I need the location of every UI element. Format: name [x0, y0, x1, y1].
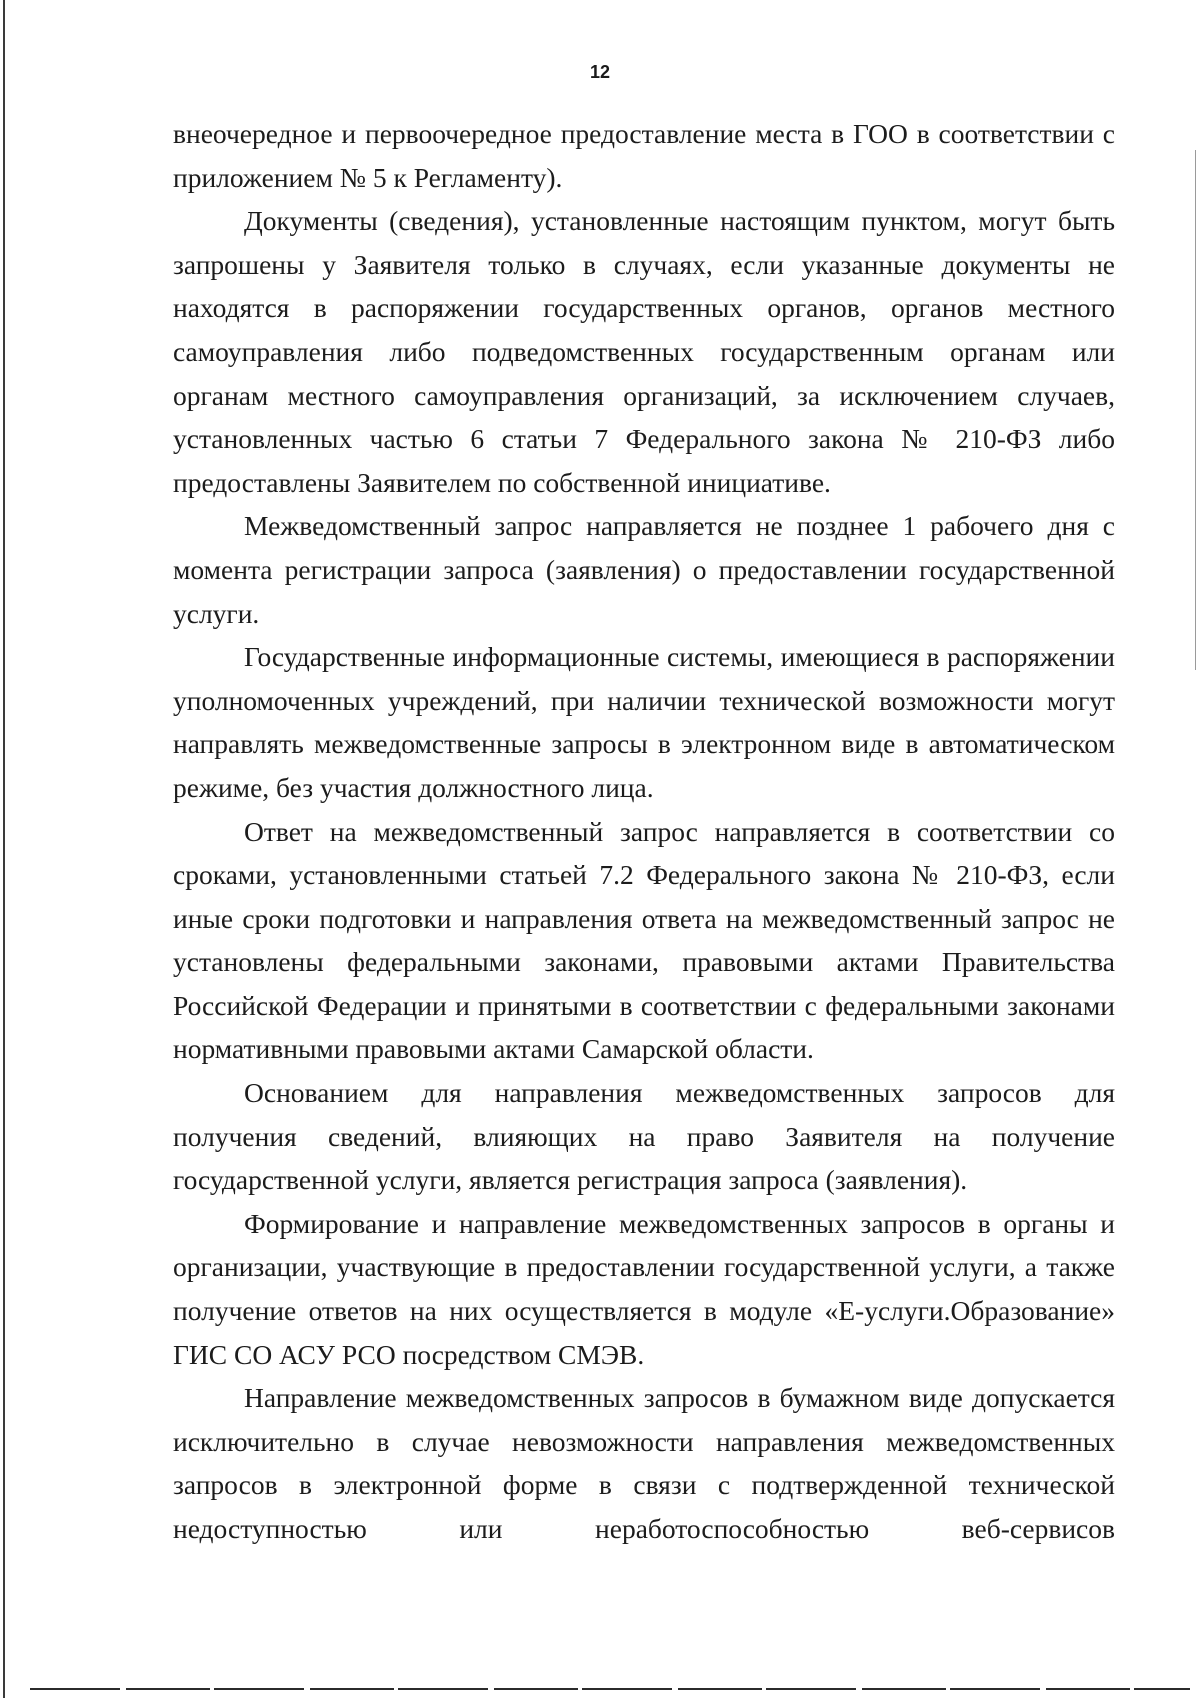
paragraph-formation: Формирование и направление межведомственных запросов в органы и организации, участвующие в предоставлении государственной услуги, а также получение ответов на них осуществляется в модуле «Е-услуги.Образование» ГИС СО АСУ РСО посредством СМЭВ.: [173, 1207, 1115, 1370]
paragraph-information-systems: Государственные информационные системы, имеющиеся в распоряжении уполномоченных учреждений, при наличии технической возможности могут направлять межведомственные запросы в электронном виде в автоматическом режиме, без участия должностного лица.: [173, 641, 1115, 803]
paragraph-documents: Документы (сведения), установленные настоящим пунктом, могут быть запрошены у Заявителя только в случаях, если указанные документы не находятся в распоряжении государственных органов, органов местного самоуправления либо подведомственных государственным органам или органам местного самоуправления организаций, за исключением случаев, установленных частью 6 статьи 7 Федерального закона № 210-ФЗ либо предоставлены Заявителем по собственной инициативе.: [173, 205, 1115, 498]
page-number: 12: [589, 62, 611, 82]
scan-left-edge: [3, 0, 5, 1698]
scan-right-edge: [1195, 150, 1196, 670]
paragraph-response-terms: Ответ на межведомственный запрос направляется в соответствии со сроками, установленными статьей 7.2 Федерального закона № 210-ФЗ, если иные сроки подготовки и направления ответа на межведомственный запрос не установлены федеральными законами, правовыми актами Правительства Российской Федерации и принятыми в соответствии с федеральными законами нормативными правовыми актами Самарской области.: [173, 815, 1115, 1065]
paragraph-paper-requests: Направление межведомственных запросов в бумажном виде допускается исключительно в случае невозможности направления межведомственных запросов в электронной форме в связи с подтвержденной технической недоступностью или неработоспособностью веб-сервисов: [173, 1382, 1115, 1544]
paragraph-grounds: Основанием для направления межведомственных запросов для получения сведений, влияющих на право Заявителя на получение государственной услуги, является регистрация запроса (заявления).: [173, 1077, 1115, 1196]
scan-bottom-edge: [30, 1688, 1190, 1690]
document-body: [173, 112, 1115, 1551]
paragraph-request-deadline: Межведомственный запрос направляется не позднее 1 рабочего дня с момента регистрации запроса (заявления) о предоставлении государственной услуги.: [173, 510, 1115, 629]
paragraph-continuation: внеочередное и первоочередное предоставление места в ГОО в соответствии с приложением № 5 к Регламенту).: [173, 118, 1115, 193]
